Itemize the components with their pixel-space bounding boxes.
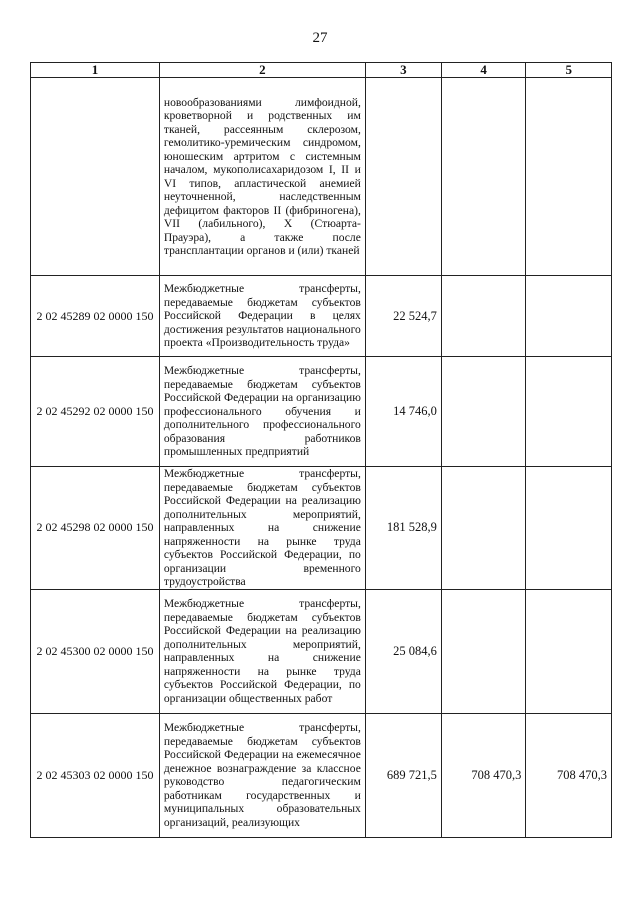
column-header-3: 3 <box>365 63 441 78</box>
row-value-5 <box>526 467 612 590</box>
row-code: 2 02 45289 02 0000 150 <box>31 276 160 357</box>
table-row <box>31 276 612 357</box>
row-value-3: 22 524,7 <box>365 276 441 357</box>
table-row <box>31 357 612 467</box>
row-value-5: 708 470,3 <box>526 713 612 837</box>
row-code: 2 02 45292 02 0000 150 <box>31 357 160 467</box>
column-header-1: 1 <box>31 63 160 78</box>
table-header-row <box>31 63 612 78</box>
table-row <box>31 467 612 590</box>
row-value-3: 25 084,6 <box>365 589 441 713</box>
row-value-3 <box>365 78 441 276</box>
page-number: 27 <box>312 30 328 46</box>
row-value-5 <box>526 589 612 713</box>
row-description: Межбюджетные трансферты, передаваемые бюджетам субъектов Российской Федерации на реализацию дополнительных мероприятий, направленных на снижение напряженности на рынке труда субъектов Российской Федерации, по организации временного трудоустройства <box>159 467 365 590</box>
row-description: Межбюджетные трансферты, передаваемые бюджетам субъектов Российской Федерации на ежемесячное денежное вознаграждение за классное руководство педагогическим работникам государственных и муниципальных образовательных организаций, реализующих <box>159 713 365 837</box>
row-description: Межбюджетные трансферты, передаваемые бюджетам субъектов Российской Федерации на реализацию дополнительных мероприятий, направленных на снижение напряженности на рынке труда субъектов Российской Федерации, по организации общественных работ <box>159 589 365 713</box>
row-code: 2 02 45298 02 0000 150 <box>31 467 160 590</box>
column-header-5: 5 <box>526 63 612 78</box>
column-header-2: 2 <box>159 63 365 78</box>
table-row <box>31 78 612 276</box>
row-value-4 <box>441 78 526 276</box>
row-description: новообразованиями лимфоидной, кроветворной и родственных им тканей, рассеянным склерозом, гемолитико-уремическим синдромом, юношеским артритом с системным началом, мукополисахаридозом I, II и VI типов, апластической анемией неуточненной, наследственным дефицитом факторов II (фибриногена), VII (лабильного), X (Стюарта-Прауэра), а также после трансплантации органов и (или) тканей <box>159 78 365 276</box>
table-row <box>31 713 612 837</box>
row-value-4: 708 470,3 <box>441 713 526 837</box>
row-code: 2 02 45300 02 0000 150 <box>31 589 160 713</box>
row-value-5 <box>526 357 612 467</box>
row-value-4 <box>441 357 526 467</box>
row-value-3: 14 746,0 <box>365 357 441 467</box>
row-value-3: 181 528,9 <box>365 467 441 590</box>
row-value-4 <box>441 589 526 713</box>
row-value-4 <box>441 276 526 357</box>
table-row <box>31 589 612 713</box>
budget-table <box>30 62 612 838</box>
row-code: 2 02 45303 02 0000 150 <box>31 713 160 837</box>
row-description: Межбюджетные трансферты, передаваемые бюджетам субъектов Российской Федерации на организацию профессионального обучения и дополнительного профессионального образования работников промышленных предприятий <box>159 357 365 467</box>
row-value-5 <box>526 276 612 357</box>
row-code <box>31 78 160 276</box>
row-value-4 <box>441 467 526 590</box>
row-description: Межбюджетные трансферты, передаваемые бюджетам субъектов Российской Федерации в целях достижения результатов национального проекта «Производительность труда» <box>159 276 365 357</box>
column-header-4: 4 <box>441 63 526 78</box>
row-value-5 <box>526 78 612 276</box>
row-value-3: 689 721,5 <box>365 713 441 837</box>
